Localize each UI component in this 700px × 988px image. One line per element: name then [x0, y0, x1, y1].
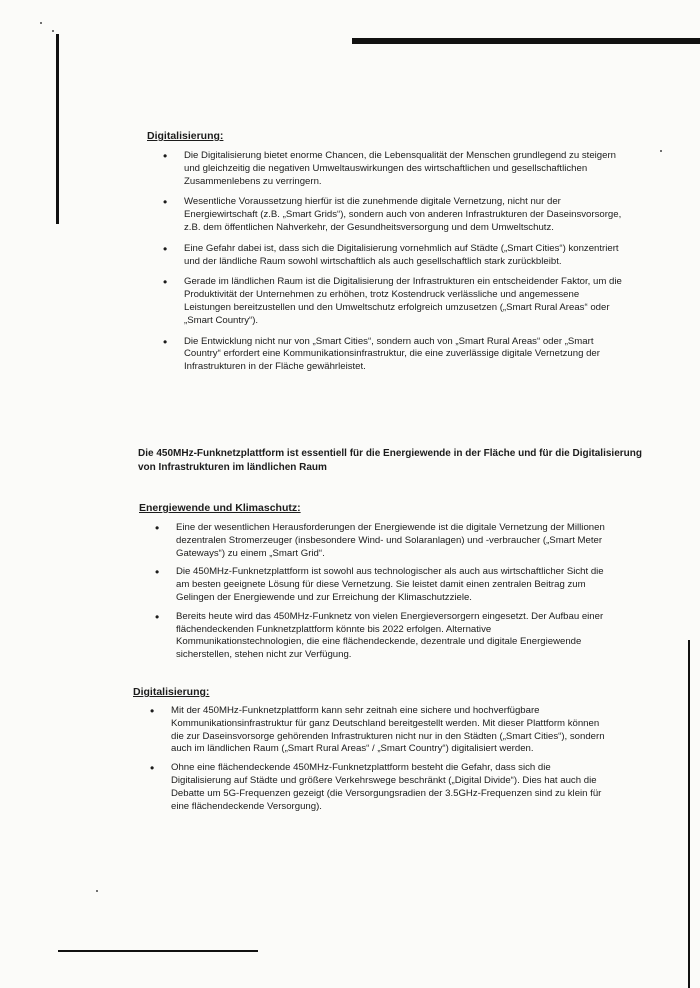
list-item: • Die Entwicklung nicht nur von „Smart Cities“, sondern auch von „Smart Rural Areas“ oder „Smart Country“ erfordert eine Kommunikationsinfrastruktur, die eine zuverlässige digitale Vernetzung der Infrastrukturen in der Fläche gewährleistet.	[162, 336, 622, 374]
section-heading-digitalisierung-2: Digitalisierung:	[133, 686, 210, 698]
list-item: • Gerade im ländlichen Raum ist die Digitalisierung der Infrastrukturen ein entscheidender Faktor, um die Produktivität der Unternehmen zu erhöhen, trotz Kostendruck verlässliche und angemessene Leistungen bereitzustellen und den Umweltschutz erfolgreich umzusetzen („Smart Rural Areas“ oder „Smart Country“).	[162, 276, 622, 327]
list-item: • Eine der wesentlichen Herausforderungen der Energiewende ist die digitale Vernetzung der Millionen dezentralen Stromerzeuger (insbesondere Wind- und Solaranlagen) und -verbraucher („Smart Meter Gateways“) zu einem „Smart Grid“.	[154, 522, 609, 560]
bullet-list-digitalisierung	[162, 150, 622, 382]
list-item: • Wesentliche Voraussetzung hierfür ist die zunehmende digitale Vernetzung, nicht nur der Energiewirtschaft (z.B. „Smart Grids“), sondern auch von anderen Infrastrukturen der Daseinsvorsorge, z.B. dem öffentlichen Nahverkehr, der Gesundheitsversorgung und dem Umweltschutz.	[162, 196, 622, 234]
scan-speck	[52, 30, 54, 32]
scan-speck	[96, 890, 98, 892]
scan-speck	[660, 150, 662, 152]
scan-edge-bottom	[58, 950, 258, 952]
list-item: • Bereits heute wird das 450MHz-Funknetz von vielen Energieversorgern eingesetzt. Der Aufbau einer flächendeckenden Funknetzplattform könnte bis 2022 erfolgen. Alternative Kommunikationstechnologien, die eine flächendeckende, dezentrale und digitale Energiewende sicherstellen, stehen nicht zur Verfügung.	[154, 611, 609, 662]
scan-edge-left	[56, 34, 59, 224]
bullet-list-energiewende	[154, 522, 609, 668]
bullet-list-digitalisierung-2	[149, 705, 607, 819]
scan-speck	[40, 22, 42, 24]
list-item: • Die Digitalisierung bietet enorme Chancen, die Lebensqualität der Menschen grundlegend zu steigern und gleichzeitig die negativen Umweltauswirkungen des wirtschaftlichen und gesellschaftlichen Zusammenlebens zu verringern.	[162, 150, 622, 188]
section-heading-digitalisierung: Digitalisierung:	[147, 130, 224, 142]
list-item: • Mit der 450MHz-Funknetzplattform kann sehr zeitnah eine sichere und hochverfügbare Kommunikationsinfrastruktur für ganz Deutschland bereitgestellt werden. Mit dieser Plattform können die zur Daseinsvorsorge gehörenden Infrastrukturen nicht nur in den Städten („Smart Cities“), sondern auch im ländlichen Raum („Smart Rural Areas“ / „Smart Country“) digitalisiert werden.	[149, 705, 607, 756]
list-item: • Eine Gefahr dabei ist, dass sich die Digitalisierung vornehmlich auf Städte („Smart Cities“) konzentriert und der ländliche Raum sowohl wirtschaftlich als auch gesellschaftlich stark zurückbleibt.	[162, 243, 622, 269]
scan-edge-right	[688, 640, 690, 988]
section-heading-energiewende: Energiewende und Klimaschutz:	[139, 502, 301, 514]
document-subtitle: Die 450MHz-Funknetzplattform ist essentiell für die Energiewende in der Fläche und für die Digitalisierung von Infrastrukturen im ländlichen Raum	[138, 448, 642, 473]
list-item: • Ohne eine flächendeckende 450MHz-Funknetzplattform besteht die Gefahr, dass sich die Digitalisierung auf Städte und größere Verkehrswege beschränkt („Digital Divide“). Dies hat auch die Debatte um 5G-Frequenzen gezeigt (die Versorgungsradien der 3.5GHz-Frequenzen sind zu klein für eine flächendeckende Versorgung).	[149, 762, 607, 813]
scan-edge-top	[352, 38, 700, 44]
list-item: • Die 450MHz-Funknetzplattform ist sowohl aus technologischer als auch aus wirtschaftlicher Sicht die am besten geeignete Lösung für diese Vernetzung. Sie leistet damit einen zentralen Beitrag zum Gelingen der Energiewende und zur Erreichung der Klimaschutzziele.	[154, 566, 609, 604]
